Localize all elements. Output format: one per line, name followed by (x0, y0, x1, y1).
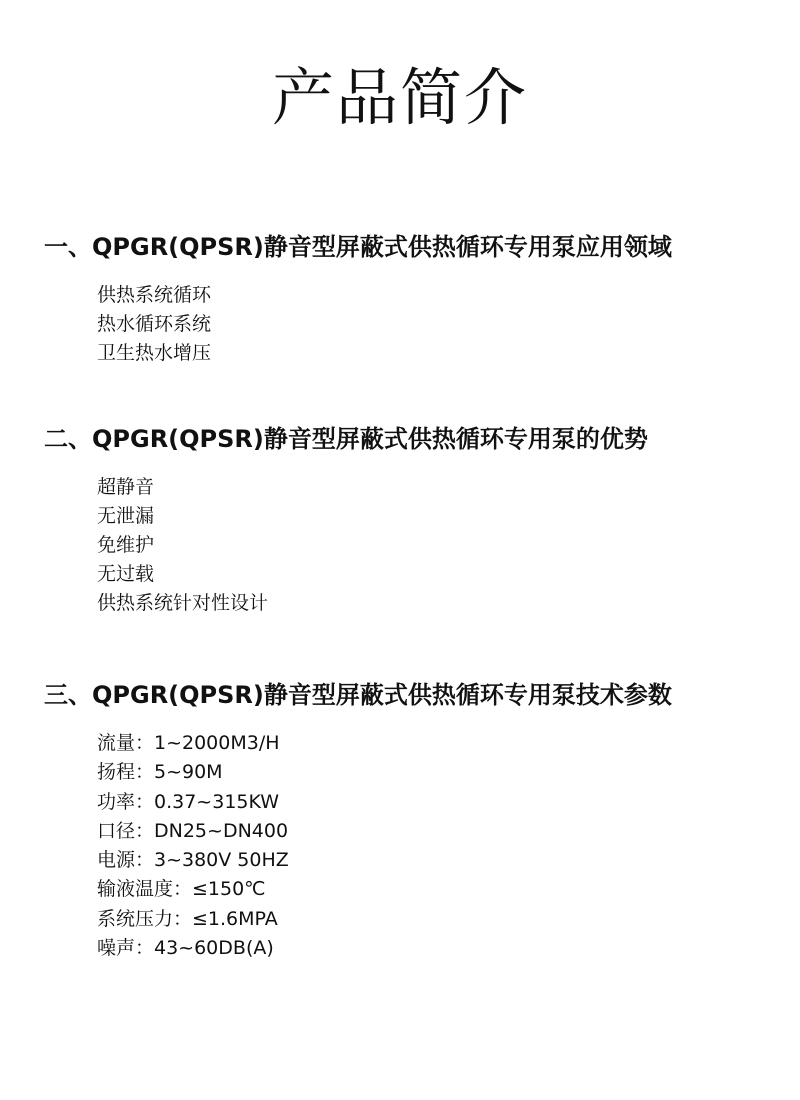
list-item: 供热系统针对性设计 (97, 592, 269, 614)
list-item: 热水循环系统 (97, 313, 212, 335)
section-heading: 三、QPGR(QPSR)静音型屏蔽式供热循环专用泵技术参数 (44, 681, 672, 709)
section-advantages (44, 423, 774, 618)
list-item: 无过载 (97, 563, 155, 585)
spec-liquid-temperature: 输液温度：≤150℃ (97, 878, 266, 901)
section-specifications (44, 679, 774, 963)
list-item: 超静音 (97, 476, 155, 498)
list-item: 卫生热水增压 (97, 342, 212, 364)
spec-flow: 流量：1~2000M3/H (97, 732, 280, 754)
spec-system-pressure: 系统压力：≤1.6MPA (97, 907, 278, 930)
specifications-list (44, 729, 774, 963)
list-item: 供热系统循环 (97, 284, 212, 306)
spec-noise: 噪声：43~60DB(A) (97, 937, 274, 960)
spec-power-supply: 电源：3~380V 50HZ (97, 849, 289, 872)
section-heading: 二、QPGR(QPSR)静音型屏蔽式供热循环专用泵的优势 (44, 425, 648, 453)
advantages-list (44, 473, 774, 618)
spec-diameter: 口径：DN25~DN400 (97, 819, 289, 842)
list-item: 无泄漏 (97, 505, 155, 527)
applications-list (44, 281, 774, 368)
spec-head: 扬程：5~90M (97, 761, 223, 784)
section-heading: 一、QPGR(QPSR)静音型屏蔽式供热循环专用泵应用领域 (44, 233, 672, 261)
section-applications (44, 231, 774, 368)
spec-power: 功率：0.37~315KW (97, 790, 280, 813)
page-title: 产品简介 (271, 61, 528, 134)
list-item: 免维护 (97, 534, 155, 556)
